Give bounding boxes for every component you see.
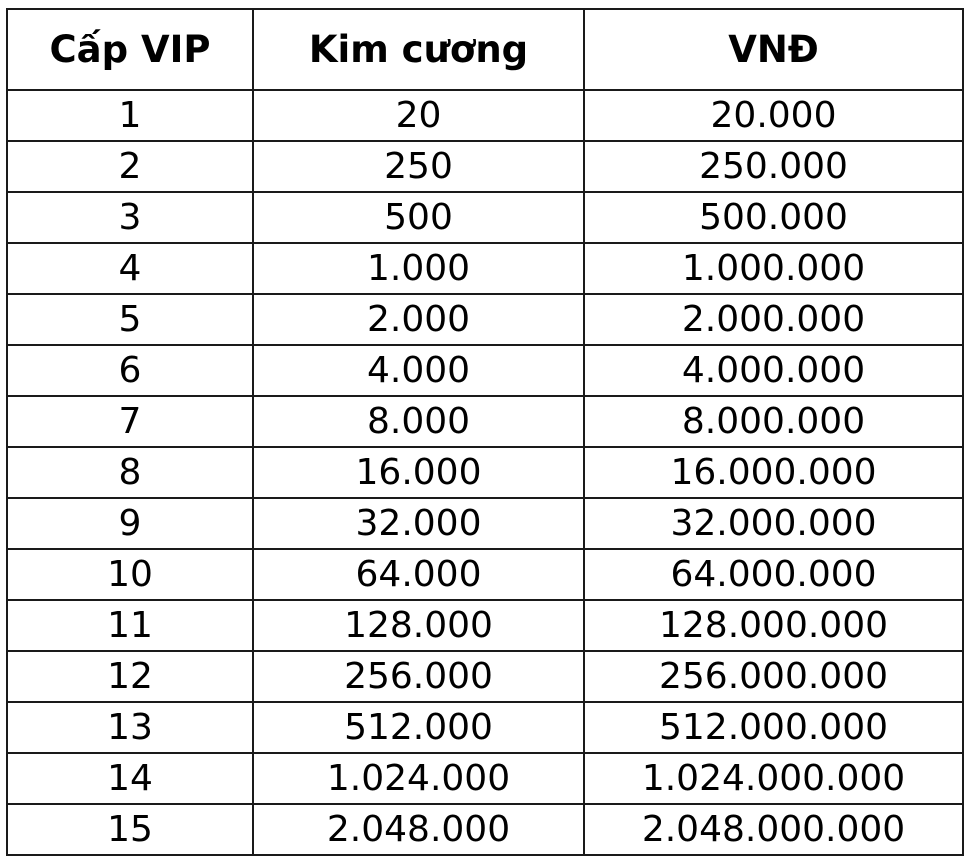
table-row <box>7 345 963 396</box>
cell-diamonds: 2.000 <box>253 294 584 345</box>
table-row <box>7 192 963 243</box>
cell-diamonds: 16.000 <box>253 447 584 498</box>
table-row <box>7 753 963 804</box>
cell-diamonds: 8.000 <box>253 396 584 447</box>
table-row <box>7 396 963 447</box>
cell-diamonds: 32.000 <box>253 498 584 549</box>
cell-vip-level: 13 <box>7 702 253 753</box>
table-row <box>7 651 963 702</box>
cell-vnd: 64.000.000 <box>584 549 963 600</box>
table-row <box>7 549 963 600</box>
cell-vnd: 1.000.000 <box>584 243 963 294</box>
table-header-row <box>7 9 963 90</box>
cell-vnd: 2.000.000 <box>584 294 963 345</box>
table-row <box>7 243 963 294</box>
cell-vnd: 2.048.000.000 <box>584 804 963 855</box>
table-row <box>7 294 963 345</box>
cell-vip-level: 10 <box>7 549 253 600</box>
cell-vnd: 20.000 <box>584 90 963 141</box>
cell-diamonds: 500 <box>253 192 584 243</box>
cell-vnd: 16.000.000 <box>584 447 963 498</box>
table-row <box>7 702 963 753</box>
cell-diamonds: 4.000 <box>253 345 584 396</box>
table-row <box>7 804 963 855</box>
cell-diamonds: 1.000 <box>253 243 584 294</box>
cell-vip-level: 5 <box>7 294 253 345</box>
cell-vip-level: 4 <box>7 243 253 294</box>
cell-vip-level: 9 <box>7 498 253 549</box>
header-diamonds: Kim cương <box>253 9 584 90</box>
cell-diamonds: 250 <box>253 141 584 192</box>
cell-diamonds: 256.000 <box>253 651 584 702</box>
header-vnd: VNĐ <box>584 9 963 90</box>
cell-vnd: 128.000.000 <box>584 600 963 651</box>
cell-vnd: 256.000.000 <box>584 651 963 702</box>
header-vip-level: Cấp VIP <box>7 9 253 90</box>
vip-level-table <box>6 8 964 856</box>
cell-diamonds: 2.048.000 <box>253 804 584 855</box>
cell-vip-level: 7 <box>7 396 253 447</box>
cell-vnd: 512.000.000 <box>584 702 963 753</box>
cell-vnd: 8.000.000 <box>584 396 963 447</box>
cell-vnd: 500.000 <box>584 192 963 243</box>
table-row <box>7 447 963 498</box>
cell-vip-level: 12 <box>7 651 253 702</box>
cell-diamonds: 64.000 <box>253 549 584 600</box>
table-row <box>7 141 963 192</box>
cell-diamonds: 1.024.000 <box>253 753 584 804</box>
cell-vip-level: 15 <box>7 804 253 855</box>
cell-diamonds: 512.000 <box>253 702 584 753</box>
table-row <box>7 498 963 549</box>
cell-vip-level: 8 <box>7 447 253 498</box>
cell-vip-level: 3 <box>7 192 253 243</box>
cell-vnd: 32.000.000 <box>584 498 963 549</box>
cell-vip-level: 14 <box>7 753 253 804</box>
cell-vnd: 250.000 <box>584 141 963 192</box>
cell-vnd: 1.024.000.000 <box>584 753 963 804</box>
cell-vip-level: 1 <box>7 90 253 141</box>
cell-diamonds: 20 <box>253 90 584 141</box>
cell-vnd: 4.000.000 <box>584 345 963 396</box>
cell-vip-level: 11 <box>7 600 253 651</box>
table-row <box>7 90 963 141</box>
cell-vip-level: 6 <box>7 345 253 396</box>
cell-diamonds: 128.000 <box>253 600 584 651</box>
cell-vip-level: 2 <box>7 141 253 192</box>
table-row <box>7 600 963 651</box>
